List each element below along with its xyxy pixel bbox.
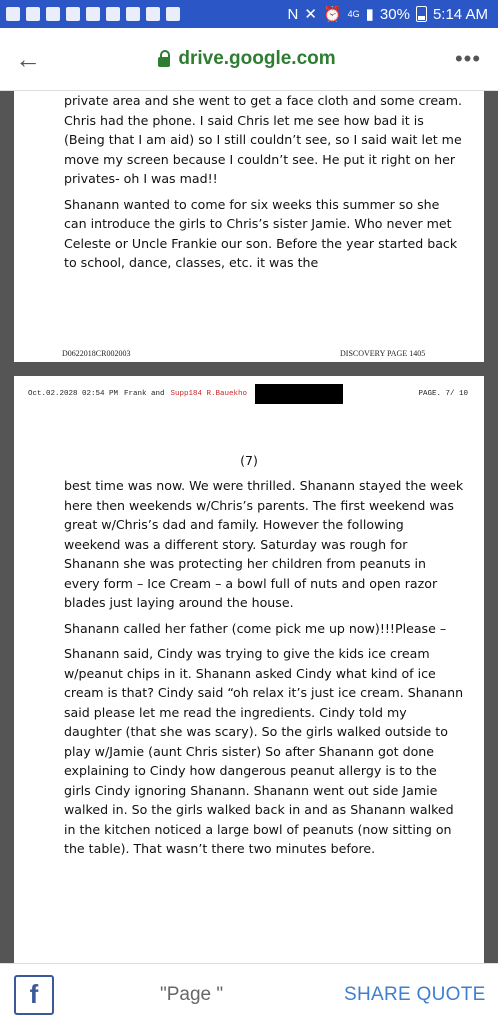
fax-header: [28, 386, 468, 402]
facebook-notification-icon: [126, 7, 140, 21]
browser-toolbar: [0, 28, 498, 91]
fax-date: Oct.02.2028 02:54 PM: [28, 390, 119, 398]
discovery-page-label: DISCOVERY PAGE 1405: [340, 349, 426, 358]
mute-icon: ✕: [304, 6, 317, 23]
clock: 5:14 AM: [432, 5, 488, 23]
battery-percent: 30%: [379, 5, 410, 23]
notification-icons: [0, 7, 180, 21]
fax-sender: Frank and: [124, 390, 165, 398]
youtube-icon: [46, 7, 60, 21]
share-bar: [0, 963, 498, 1025]
alarm-icon: ⏰: [322, 6, 342, 23]
page-number: (7): [240, 453, 258, 468]
paragraph: Shanann said, Cindy was trying to give the kids ice cream w/peanut chips in it. Shanann asked Cindy what kind of ice cream is that? Cindy said “oh relax it’s just ice cream. Shanann said please let me read the ingredients. Cindy told my daughter (that she was scary). So the girls walked outside to play w/Jamie (aunt Chris sister) So after Shanann got done explaining to Cindy how dangerous peanut allergy is to the girls Cindy ignoring Shanann. Shanann went out side Jamie walked in. So the girls walked back in and as Shanann walked in the kitchen noticed a large bowl of peanuts (now sitting on the table). That wasn’t there two minutes before.: [64, 646, 464, 856]
messenger-icon: [86, 7, 100, 21]
network-type: 4G: [347, 9, 360, 19]
fax-red-stamp: Supp184 R.Bauekho: [170, 390, 248, 398]
document-page-1: [14, 91, 484, 362]
facebook-icon[interactable]: f: [14, 975, 54, 1015]
nfc-icon: N: [287, 5, 299, 23]
lock-icon: [158, 57, 170, 67]
paragraph: private area and she went to get a face cloth and some cream. Chris had the phone. I said Chris let me see how bad it is (Being that I am aid) so I still couldn’t see, so I said wait let me move my screen because I couldn’t see. He put it right on her privates- oh I was mad!!: [64, 93, 463, 186]
url-text: drive.google.com: [178, 48, 336, 69]
page-2-body: [64, 476, 464, 865]
page-quote-label: "Page ": [160, 984, 224, 1005]
battery-icon: [416, 6, 427, 22]
paragraph: best time was now. We were thrilled. Shanann stayed the week here then weekends w/Chris’s parents. The first weekend was great w/Chris’s dad and family. However the following weekend was a different story. Saturday was rough for Shanann she was protecting her children from peanuts in every form – Ice Cream – a bowl full of nuts and open razor blades just laying around the house.: [64, 478, 464, 610]
url-bar[interactable]: [56, 48, 438, 70]
youtube-icon: [66, 7, 80, 21]
facebook-notification-icon: [26, 7, 40, 21]
more-dots-icon[interactable]: •••: [454, 46, 482, 71]
back-arrow-icon[interactable]: ←: [15, 43, 41, 74]
fax-page-count: PAGE. 7/ 10: [418, 390, 468, 398]
document-viewer[interactable]: [0, 91, 498, 963]
bates-number: D0622018CR002003: [62, 349, 131, 358]
paragraph: Shanann wanted to come for six weeks this summer so she can introduce the girls to Chris’s sister Jamie. Who never met Celeste or Uncle Frankie our son. Before the year started back to school, dance, classes, etc. it was the: [64, 196, 458, 270]
share-quote-button[interactable]: SHARE QUOTE: [344, 984, 486, 1005]
system-status: [288, 5, 498, 23]
status-bar: [0, 0, 498, 28]
paragraph: Shanann called her father (come pick me up now)!!!Please –: [64, 620, 447, 636]
signal-icon: ▮: [365, 6, 374, 23]
document-page-2: [14, 376, 484, 963]
app-icon: [166, 7, 180, 21]
redaction-box: [255, 384, 343, 404]
flipboard-icon: [6, 7, 20, 21]
page-1-body: [64, 91, 464, 279]
mail-icon: [106, 7, 120, 21]
app-icon: [146, 7, 160, 21]
